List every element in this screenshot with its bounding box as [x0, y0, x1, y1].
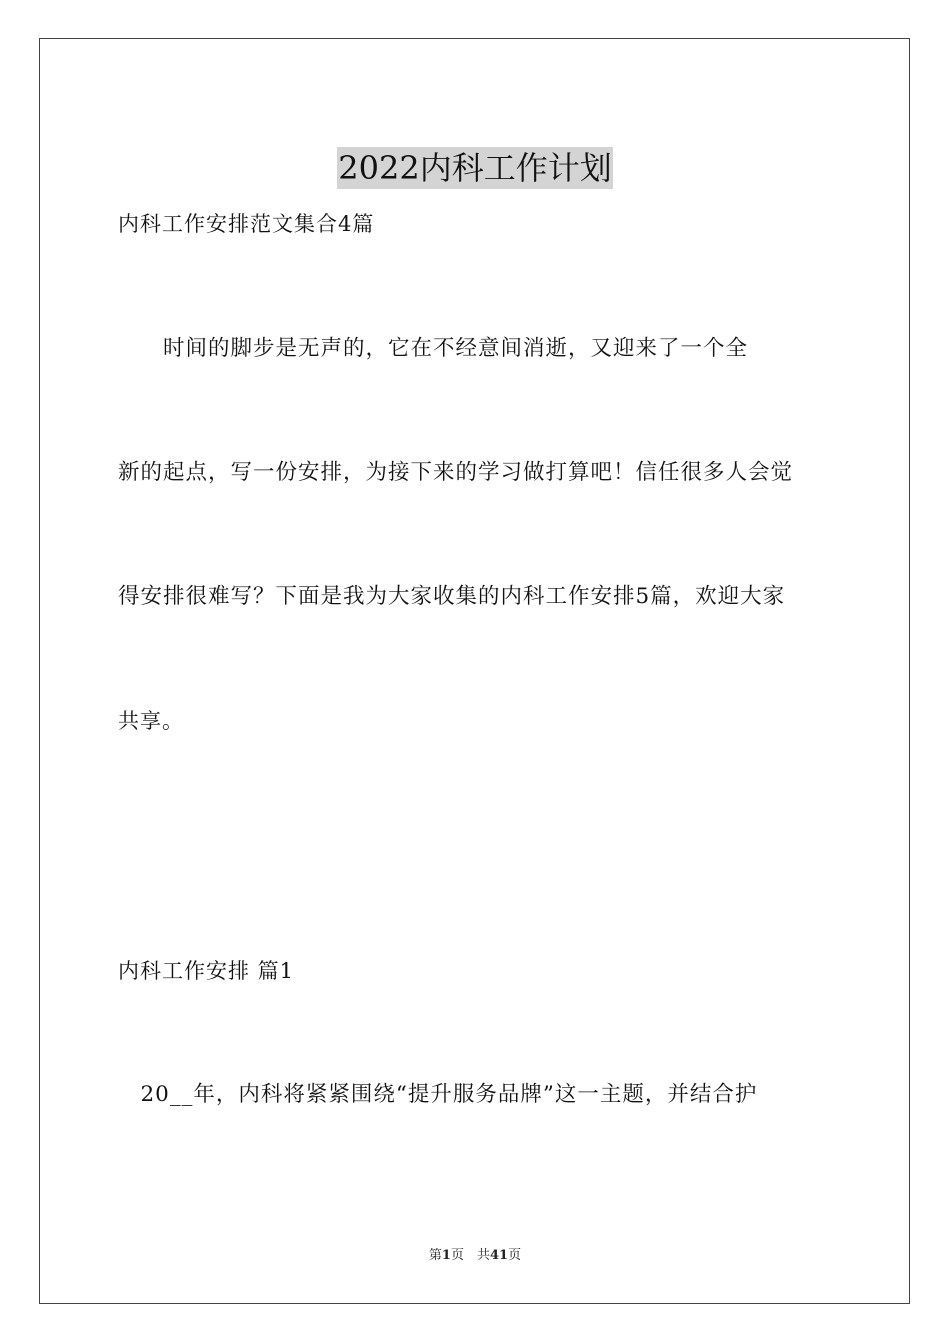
section-line-1: 20__年，内科将紧紧围绕“提升服务品牌”这一主题，并结合护 — [118, 1082, 758, 1107]
footer-total-pages: 41 — [489, 1248, 509, 1263]
intro-line-4: 共享。 — [118, 709, 184, 733]
intro-line-3: 得安排很难写？下面是我为大家收集的内科工作安排5篇，欢迎大家 — [118, 584, 786, 609]
page-footer — [0, 1247, 950, 1265]
intro-line-1: 时间的脚步是无声的，它在不经意间消逝，又迎来了一个全 — [118, 336, 749, 361]
footer-mid: 页 共 — [450, 1248, 490, 1263]
document-title: 2022内科工作计划 — [338, 149, 612, 188]
footer-prefix: 第 — [428, 1248, 442, 1263]
footer-page-number: 1 — [441, 1248, 451, 1263]
footer-suffix: 页 — [508, 1248, 522, 1263]
section-heading: 内科工作安排 篇1 — [118, 959, 295, 983]
document-subtitle: 内科工作安排范文集合4篇 — [118, 212, 375, 236]
title-container — [0, 126, 950, 211]
intro-line-2: 新的起点，写一份安排，为接下来的学习做打算吧！信任很多人会觉 — [118, 460, 794, 485]
